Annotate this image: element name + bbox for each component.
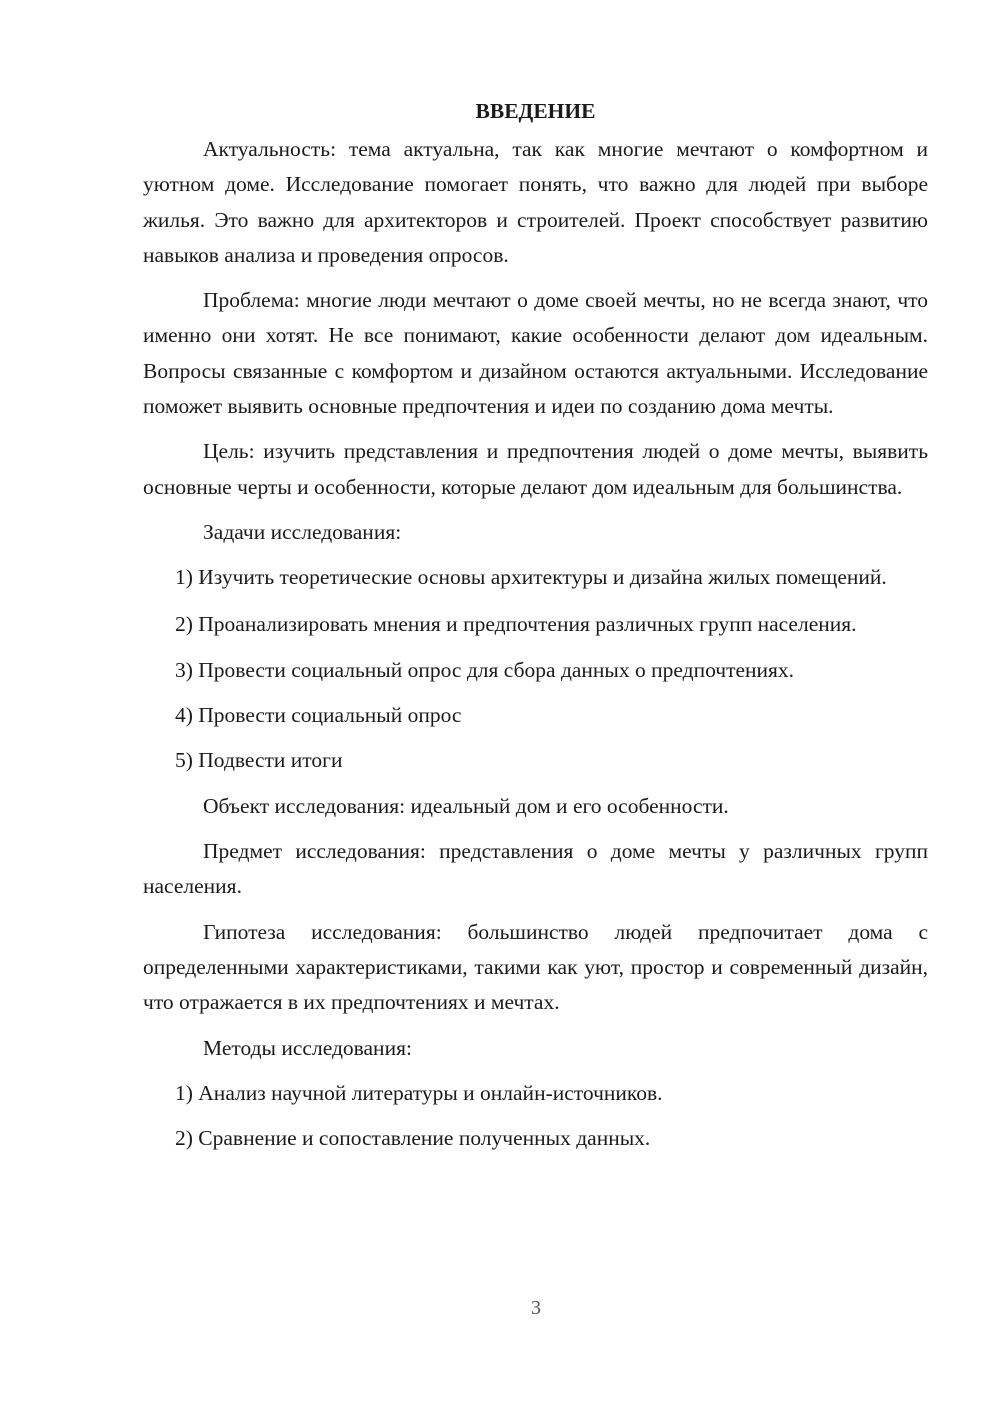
task-item: 1) Изучить теоретические основы архитектуры и дизайна жилых помещений.	[175, 565, 887, 590]
subject-paragraph: Предмет исследования: представления о доме мечты у различных групп населения.	[143, 839, 928, 899]
method-item: 2) Сравнение и сопоставление полученных данных.	[175, 1126, 651, 1151]
page-body	[143, 96, 928, 1166]
task-item: 3) Провести социальный опрос для сбора данных о предпочтениях.	[175, 657, 795, 682]
page-number: 3	[531, 1297, 541, 1319]
hypothesis-paragraph: Гипотеза исследования: большинство людей предпочитает дома с определенными характеристиками, такими как уют, простор и современный дизайн, что отражается в их предпочтениях и мечтах.	[143, 919, 928, 1015]
tasks-heading: Задачи исследования:	[203, 519, 402, 544]
task-item: 4) Провести социальный опрос	[175, 703, 462, 728]
relevance-paragraph: Актуальность: тема актуальна, так как многие мечтают о комфортном и уютном доме. Исследование помогает понять, что важно для людей при выборе жилья. Это важно для архитекторов и строителей. Проект способствует развитию навыков анализа и проведения опросов.	[143, 137, 928, 267]
method-item: 1) Анализ научной литературы и онлайн-источников.	[175, 1080, 663, 1105]
problem-paragraph: Проблема: многие люди мечтают о доме своей мечты, но не всегда знают, что именно они хотят. Не все понимают, какие особенности делают дом идеальным. Вопросы связанные с комфортом и дизайном остаются актуальными. Исследование поможет выявить основные предпочтения и идеи по созданию дома мечты.	[143, 288, 928, 419]
page-title: ВВЕДЕНИЕ	[475, 99, 596, 123]
task-item: 5) Подвести итоги	[175, 748, 343, 773]
goal-paragraph: Цель: изучить представления и предпочтения людей о доме мечты, выявить основные черты и особенности, которые делают дом идеальным для большинства.	[143, 439, 928, 499]
methods-heading: Методы исследования:	[203, 1035, 412, 1060]
object-paragraph: Объект исследования: идеальный дом и его особенности.	[203, 793, 729, 818]
task-item: 2) Проанализировать мнения и предпочтения различных групп населения.	[175, 611, 857, 636]
